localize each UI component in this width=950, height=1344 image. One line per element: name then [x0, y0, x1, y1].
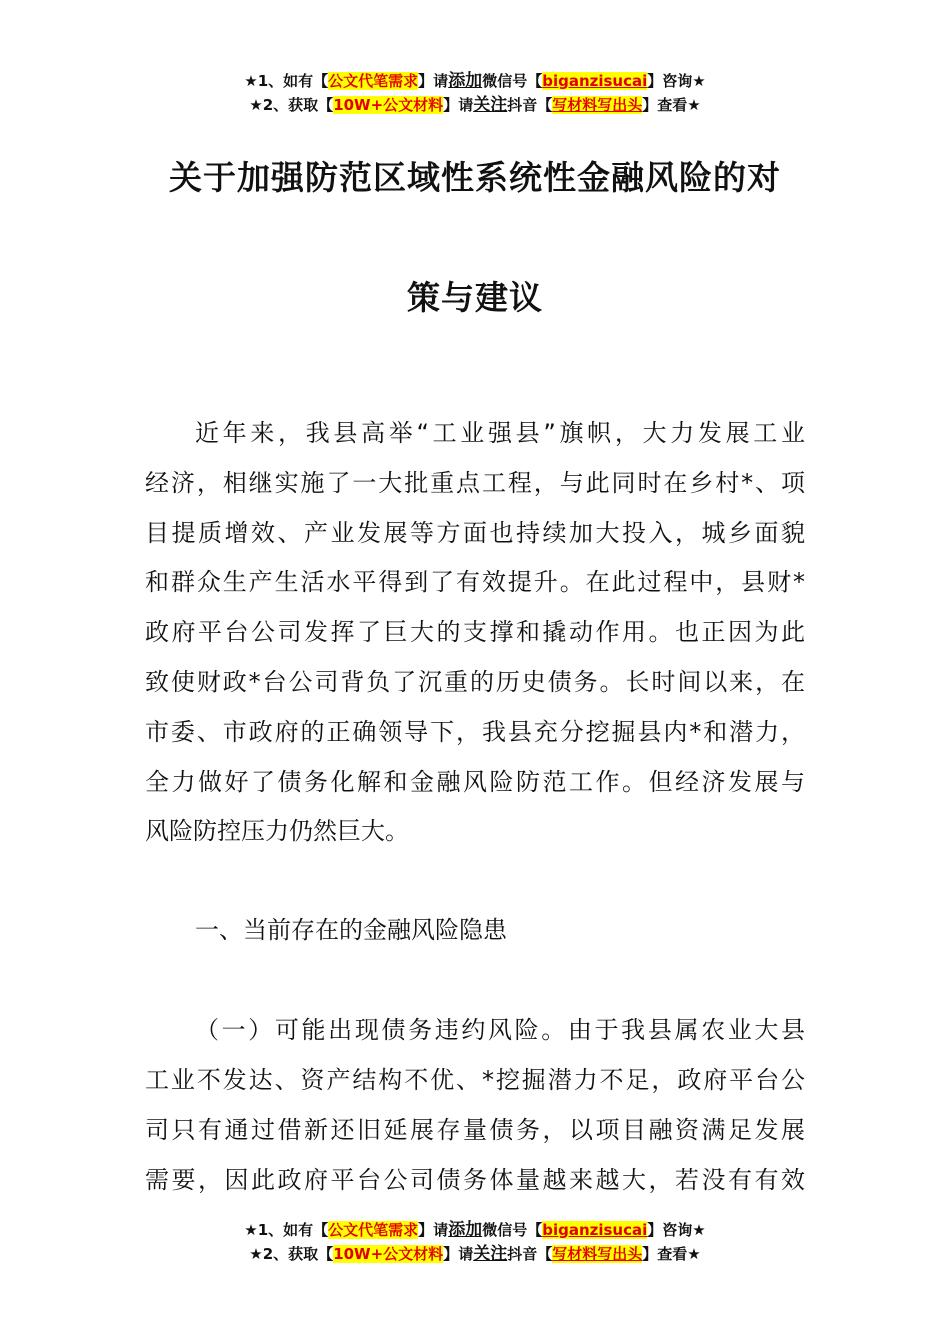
ad-banner-top-line1 — [0, 69, 950, 93]
ad-banner-bottom-line1 — [0, 1218, 950, 1242]
ad-text: 】查看★ — [642, 1245, 701, 1263]
body-line: 和群众生产生活水平得到了有效提升。在此过程中，县财* — [145, 568, 805, 596]
ad-text: ★1、如有【 — [244, 1221, 329, 1239]
ad-text: 微信号【 — [482, 1221, 543, 1239]
page-title-line2: 策与建议 — [407, 278, 543, 317]
ad-highlight: 10W+公文材料 — [333, 96, 444, 114]
ad-highlight: 公文代笔需求 — [328, 1221, 419, 1239]
body-line: 政府平台公司发挥了巨大的支撑和撬动作用。也正因为此 — [145, 618, 805, 646]
body-line: 目提质增效、产业发展等方面也持续加大投入，城乡面貌 — [145, 519, 805, 547]
ad-text: 】请 — [443, 96, 474, 114]
ad-text: ★2、获取【 — [249, 1245, 334, 1263]
ad-text: ★2、获取【 — [249, 96, 334, 114]
ad-text: 】请 — [418, 1221, 449, 1239]
ad-highlight: 10W+公文材料 — [333, 1245, 444, 1263]
ad-text: 】咨询★ — [647, 1221, 706, 1239]
body-line: （一）可能出现债务违约风险。由于我县属农业大县 — [195, 1016, 805, 1044]
ad-wechat-id: biganzisucai — [542, 1221, 648, 1239]
ad-wechat-id: biganzisucai — [542, 72, 648, 90]
ad-banner-bottom-line2 — [0, 1242, 950, 1266]
section-heading: 一、当前存在的金融风险隐患 — [195, 916, 507, 944]
ad-underlined: 关注 — [473, 1244, 508, 1264]
body-line: 司只有通过借新还旧延展存量债务，以项目融资满足发展 — [145, 1116, 805, 1144]
ad-text: 】查看★ — [642, 96, 701, 114]
ad-highlight: 写材料写出头 — [552, 96, 643, 114]
body-line: 经济，相继实施了一大批重点工程，与此同时在乡村*、项 — [145, 469, 805, 497]
body-line: 市委、市政府的正确领导下，我县充分挖掘县内*和潜力， — [145, 718, 805, 746]
body-line: 工业不发达、资产结构不优、*挖掘潜力不足，政府平台公 — [145, 1066, 805, 1094]
ad-highlight: 公文代笔需求 — [328, 72, 419, 90]
ad-underlined: 关注 — [473, 95, 508, 115]
ad-banner-top-line2 — [0, 93, 950, 117]
ad-text: 】请 — [418, 72, 449, 90]
ad-text: 】咨询★ — [647, 72, 706, 90]
body-line: 近年来，我县高举“工业强县”旗帜，大力发展工业 — [195, 419, 805, 447]
ad-underlined: 添加 — [448, 71, 483, 91]
ad-text: 抖音【 — [507, 1245, 553, 1263]
ad-highlight: 写材料写出头 — [552, 1245, 643, 1263]
body-line: 全力做好了债务化解和金融风险防范工作。但经济发展与 — [145, 768, 805, 796]
body-line: 致使财政*台公司背负了沉重的历史债务。长时间以来，在 — [145, 668, 805, 696]
ad-text: 微信号【 — [482, 72, 543, 90]
ad-text: ★1、如有【 — [244, 72, 329, 90]
ad-text: 】请 — [443, 1245, 474, 1263]
ad-text: 抖音【 — [507, 96, 553, 114]
body-line: 需要，因此政府平台公司债务体量越来越大，若没有有效 — [145, 1166, 805, 1194]
body-line: 风险防控压力仍然巨大。 — [145, 817, 409, 845]
page-title-line1: 关于加强防范区域性系统性金融风险的对 — [169, 158, 781, 197]
ad-underlined: 添加 — [448, 1220, 483, 1240]
